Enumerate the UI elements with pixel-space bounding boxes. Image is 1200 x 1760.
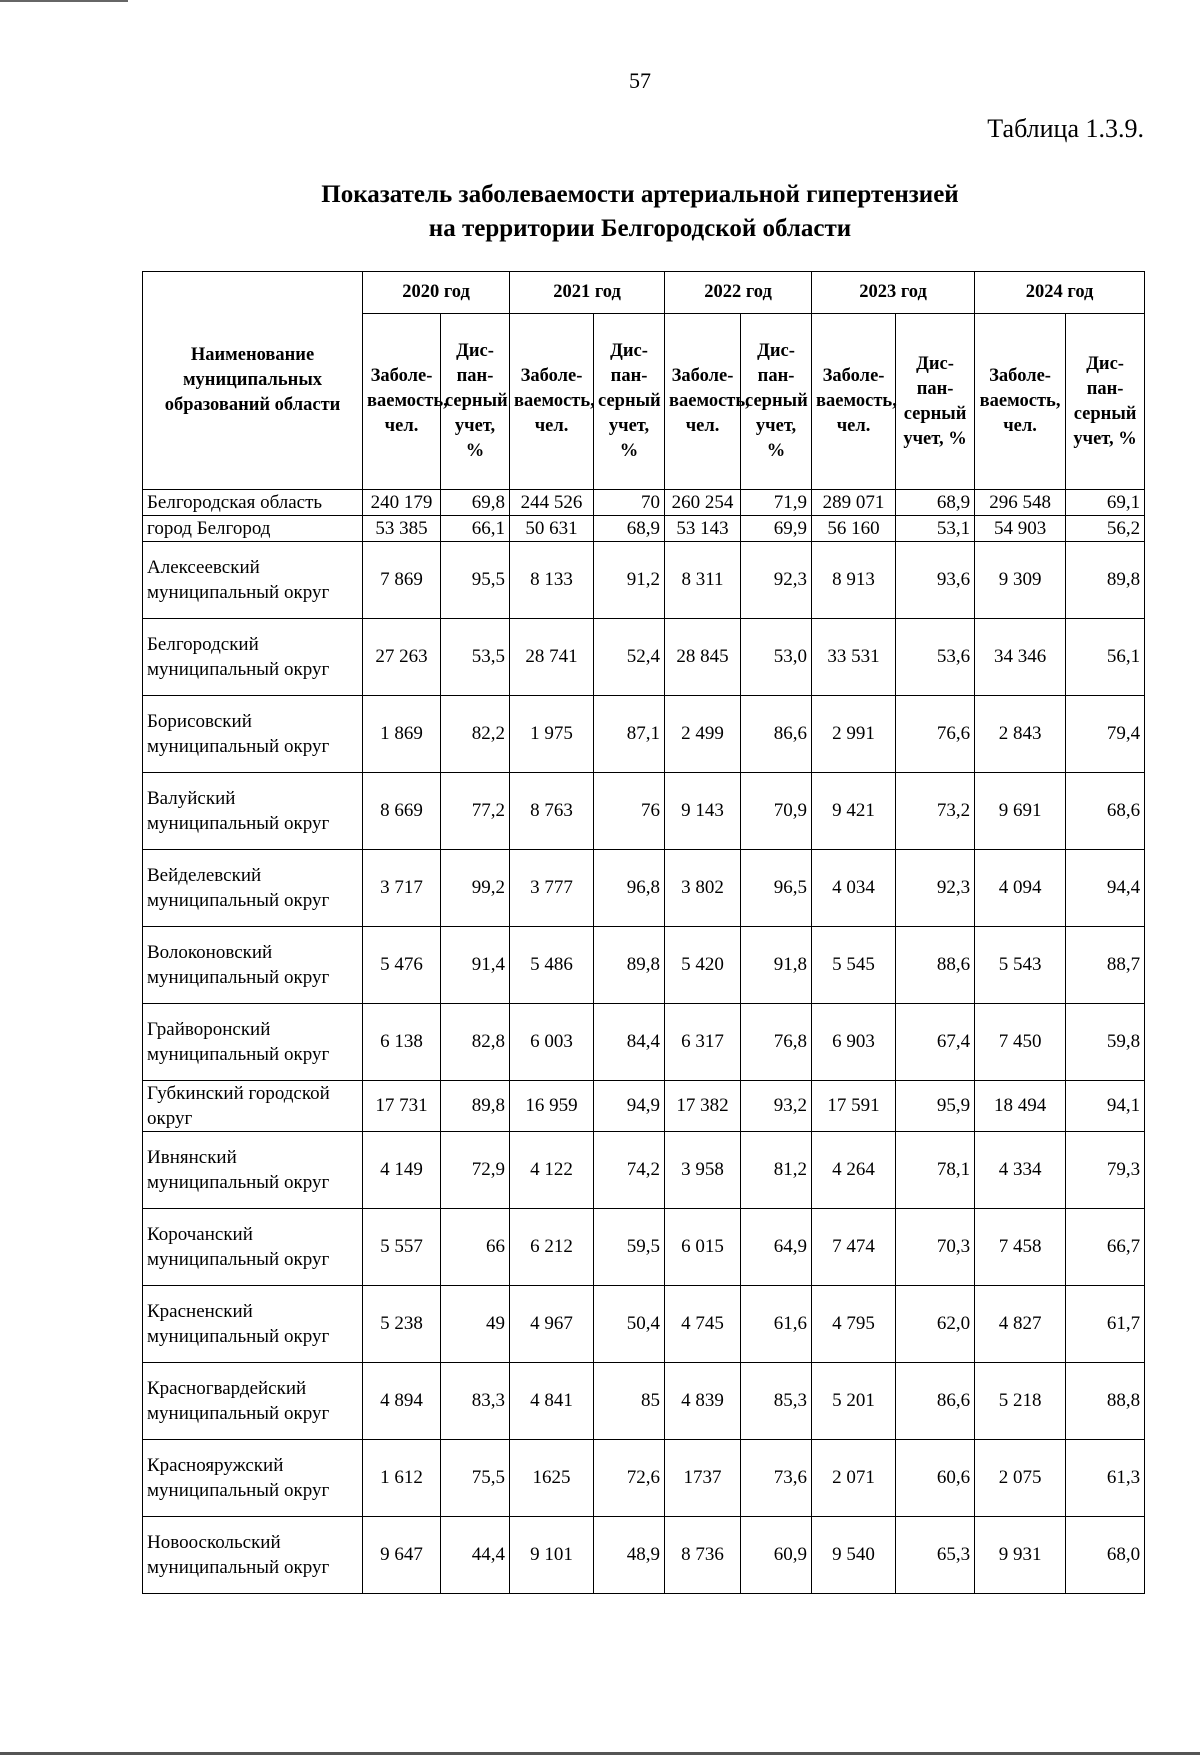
municipality-name: Борисовский муниципальный округ bbox=[143, 696, 363, 773]
table-row bbox=[143, 1363, 1145, 1440]
incidence-cell: 4 264 bbox=[812, 1132, 896, 1209]
incidence-cell: 17 382 bbox=[665, 1081, 741, 1132]
dispensary-cell: 72,9 bbox=[441, 1132, 510, 1209]
year-header: 2024 год bbox=[975, 272, 1145, 314]
year-header: 2022 год bbox=[665, 272, 812, 314]
municipality-name: Новооскольский муниципальный округ bbox=[143, 1517, 363, 1594]
dispensary-cell: 94,4 bbox=[1066, 850, 1145, 927]
incidence-cell: 2 843 bbox=[975, 696, 1066, 773]
incidence-cell: 2 071 bbox=[812, 1440, 896, 1517]
dispensary-cell: 93,2 bbox=[741, 1081, 812, 1132]
dispensary-cell: 89,8 bbox=[1066, 542, 1145, 619]
incidence-cell: 50 631 bbox=[510, 516, 594, 542]
incidence-cell: 53 385 bbox=[363, 516, 441, 542]
dispensary-cell: 84,4 bbox=[594, 1004, 665, 1081]
dispensary-cell: 89,8 bbox=[594, 927, 665, 1004]
incidence-cell: 7 869 bbox=[363, 542, 441, 619]
dispensary-cell: 67,4 bbox=[896, 1004, 975, 1081]
page-title bbox=[130, 178, 1150, 246]
municipality-name: Губкинский городской округ bbox=[143, 1081, 363, 1132]
dispensary-cell: 53,1 bbox=[896, 516, 975, 542]
page-number: 57 bbox=[629, 68, 651, 93]
dispensary-cell: 75,5 bbox=[441, 1440, 510, 1517]
incidence-cell: 3 717 bbox=[363, 850, 441, 927]
incidence-cell: 6 903 bbox=[812, 1004, 896, 1081]
dispensary-cell: 53,6 bbox=[896, 619, 975, 696]
table-row bbox=[143, 542, 1145, 619]
dispensary-cell: 96,8 bbox=[594, 850, 665, 927]
dispensary-cell: 82,8 bbox=[441, 1004, 510, 1081]
dispensary-cell: 96,5 bbox=[741, 850, 812, 927]
incidence-cell: 8 913 bbox=[812, 542, 896, 619]
municipality-name: Валуйский муниципальный округ bbox=[143, 773, 363, 850]
incidence-cell: 7 474 bbox=[812, 1209, 896, 1286]
dispensary-cell: 65,3 bbox=[896, 1517, 975, 1594]
table-row bbox=[143, 696, 1145, 773]
year-header-row bbox=[143, 272, 1145, 314]
incidence-cell: 4 827 bbox=[975, 1286, 1066, 1363]
incidence-cell: 5 545 bbox=[812, 927, 896, 1004]
dispensary-cell: 95,5 bbox=[441, 542, 510, 619]
table-row bbox=[143, 1132, 1145, 1209]
incidence-cell: 3 958 bbox=[665, 1132, 741, 1209]
incidence-cell: 53 143 bbox=[665, 516, 741, 542]
table-body bbox=[143, 490, 1145, 1594]
year-header: 2020 год bbox=[363, 272, 510, 314]
dispensary-column-header: Дис-пан-серный учет, % bbox=[441, 314, 510, 490]
title-line-2: на территории Белгородской области bbox=[428, 215, 852, 242]
dispensary-cell: 94,9 bbox=[594, 1081, 665, 1132]
table-row bbox=[143, 516, 1145, 542]
table-row bbox=[143, 773, 1145, 850]
incidence-cell: 296 548 bbox=[975, 490, 1066, 516]
dispensary-cell: 56,1 bbox=[1066, 619, 1145, 696]
table-row bbox=[143, 927, 1145, 1004]
incidence-cell: 9 309 bbox=[975, 542, 1066, 619]
incidence-cell: 9 691 bbox=[975, 773, 1066, 850]
incidence-cell: 17 591 bbox=[812, 1081, 896, 1132]
incidence-cell: 4 839 bbox=[665, 1363, 741, 1440]
dispensary-cell: 82,2 bbox=[441, 696, 510, 773]
title-line-1: Показатель заболеваемости артериальной гипертензией bbox=[321, 181, 959, 208]
incidence-cell: 5 486 bbox=[510, 927, 594, 1004]
incidence-cell: 6 003 bbox=[510, 1004, 594, 1081]
incidence-cell: 6 138 bbox=[363, 1004, 441, 1081]
table-row bbox=[143, 619, 1145, 696]
incidence-cell: 240 179 bbox=[363, 490, 441, 516]
incidence-cell: 5 238 bbox=[363, 1286, 441, 1363]
dispensary-cell: 85,3 bbox=[741, 1363, 812, 1440]
dispensary-column-header: Дис-пан-серный учет, % bbox=[594, 314, 665, 490]
dispensary-cell: 69,8 bbox=[441, 490, 510, 516]
incidence-cell: 1737 bbox=[665, 1440, 741, 1517]
incidence-cell: 56 160 bbox=[812, 516, 896, 542]
incidence-cell: 1 612 bbox=[363, 1440, 441, 1517]
dispensary-cell: 88,7 bbox=[1066, 927, 1145, 1004]
dispensary-cell: 79,3 bbox=[1066, 1132, 1145, 1209]
table-label: Таблица 1.3.9. bbox=[987, 114, 1144, 143]
incidence-column-header: Заболе-ваемость, чел. bbox=[812, 314, 896, 490]
incidence-cell: 6 015 bbox=[665, 1209, 741, 1286]
incidence-cell: 1625 bbox=[510, 1440, 594, 1517]
incidence-table bbox=[142, 271, 1145, 1594]
municipality-name: Белгородская область bbox=[143, 490, 363, 516]
table-row bbox=[143, 850, 1145, 927]
dispensary-cell: 83,3 bbox=[441, 1363, 510, 1440]
incidence-cell: 2 075 bbox=[975, 1440, 1066, 1517]
incidence-cell: 5 543 bbox=[975, 927, 1066, 1004]
table-row bbox=[143, 1517, 1145, 1594]
incidence-cell: 3 802 bbox=[665, 850, 741, 927]
incidence-cell: 5 476 bbox=[363, 927, 441, 1004]
incidence-cell: 7 450 bbox=[975, 1004, 1066, 1081]
incidence-cell: 4 795 bbox=[812, 1286, 896, 1363]
incidence-cell: 9 540 bbox=[812, 1517, 896, 1594]
dispensary-cell: 72,6 bbox=[594, 1440, 665, 1517]
incidence-cell: 54 903 bbox=[975, 516, 1066, 542]
incidence-cell: 4 334 bbox=[975, 1132, 1066, 1209]
dispensary-cell: 44,4 bbox=[441, 1517, 510, 1594]
dispensary-cell: 68,9 bbox=[594, 516, 665, 542]
dispensary-cell: 76,6 bbox=[896, 696, 975, 773]
dispensary-column-header: Дис-пан-серный учет, % bbox=[741, 314, 812, 490]
incidence-cell: 9 143 bbox=[665, 773, 741, 850]
incidence-cell: 289 071 bbox=[812, 490, 896, 516]
dispensary-cell: 77,2 bbox=[441, 773, 510, 850]
dispensary-cell: 88,6 bbox=[896, 927, 975, 1004]
incidence-column-header: Заболе-ваемость, чел. bbox=[665, 314, 741, 490]
dispensary-cell: 60,9 bbox=[741, 1517, 812, 1594]
dispensary-cell: 68,0 bbox=[1066, 1517, 1145, 1594]
dispensary-cell: 69,9 bbox=[741, 516, 812, 542]
incidence-cell: 6 212 bbox=[510, 1209, 594, 1286]
dispensary-cell: 76 bbox=[594, 773, 665, 850]
dispensary-cell: 68,9 bbox=[896, 490, 975, 516]
incidence-cell: 33 531 bbox=[812, 619, 896, 696]
dispensary-cell: 93,6 bbox=[896, 542, 975, 619]
dispensary-cell: 56,2 bbox=[1066, 516, 1145, 542]
dispensary-cell: 64,9 bbox=[741, 1209, 812, 1286]
dispensary-cell: 68,6 bbox=[1066, 773, 1145, 850]
municipality-name: Корочанский муниципальный округ bbox=[143, 1209, 363, 1286]
incidence-cell: 34 346 bbox=[975, 619, 1066, 696]
incidence-cell: 244 526 bbox=[510, 490, 594, 516]
dispensary-cell: 60,6 bbox=[896, 1440, 975, 1517]
incidence-cell: 5 218 bbox=[975, 1363, 1066, 1440]
dispensary-column-header: Дис-пан-серный учет, % bbox=[1066, 314, 1145, 490]
municipality-name: Волоконовский муниципальный округ bbox=[143, 927, 363, 1004]
incidence-cell: 5 557 bbox=[363, 1209, 441, 1286]
incidence-cell: 17 731 bbox=[363, 1081, 441, 1132]
dispensary-cell: 88,8 bbox=[1066, 1363, 1145, 1440]
incidence-cell: 18 494 bbox=[975, 1081, 1066, 1132]
dispensary-cell: 66,7 bbox=[1066, 1209, 1145, 1286]
incidence-cell: 3 777 bbox=[510, 850, 594, 927]
municipality-name: Красногвардейский муниципальный округ bbox=[143, 1363, 363, 1440]
municipality-name: Ивнянский муниципальный округ bbox=[143, 1132, 363, 1209]
dispensary-cell: 59,8 bbox=[1066, 1004, 1145, 1081]
name-column-header: Наименование муниципальных образований области bbox=[143, 272, 363, 490]
incidence-cell: 28 845 bbox=[665, 619, 741, 696]
dispensary-cell: 71,9 bbox=[741, 490, 812, 516]
dispensary-cell: 91,2 bbox=[594, 542, 665, 619]
dispensary-cell: 70 bbox=[594, 490, 665, 516]
scan-edge-bottom bbox=[0, 1752, 1200, 1755]
incidence-cell: 9 101 bbox=[510, 1517, 594, 1594]
table-row bbox=[143, 1081, 1145, 1132]
incidence-cell: 8 763 bbox=[510, 773, 594, 850]
incidence-cell: 9 931 bbox=[975, 1517, 1066, 1594]
dispensary-cell: 76,8 bbox=[741, 1004, 812, 1081]
incidence-cell: 260 254 bbox=[665, 490, 741, 516]
incidence-cell: 6 317 bbox=[665, 1004, 741, 1081]
incidence-cell: 27 263 bbox=[363, 619, 441, 696]
municipality-name: Красненский муниципальный округ bbox=[143, 1286, 363, 1363]
dispensary-cell: 70,3 bbox=[896, 1209, 975, 1286]
dispensary-cell: 78,1 bbox=[896, 1132, 975, 1209]
dispensary-cell: 74,2 bbox=[594, 1132, 665, 1209]
year-header: 2023 год bbox=[812, 272, 975, 314]
dispensary-cell: 61,3 bbox=[1066, 1440, 1145, 1517]
dispensary-cell: 61,7 bbox=[1066, 1286, 1145, 1363]
dispensary-cell: 94,1 bbox=[1066, 1081, 1145, 1132]
incidence-cell: 4 149 bbox=[363, 1132, 441, 1209]
incidence-cell: 4 034 bbox=[812, 850, 896, 927]
table-row bbox=[143, 1440, 1145, 1517]
incidence-cell: 4 094 bbox=[975, 850, 1066, 927]
dispensary-cell: 85 bbox=[594, 1363, 665, 1440]
incidence-cell: 4 841 bbox=[510, 1363, 594, 1440]
municipality-name: город Белгород bbox=[143, 516, 363, 542]
dispensary-cell: 73,6 bbox=[741, 1440, 812, 1517]
dispensary-cell: 49 bbox=[441, 1286, 510, 1363]
incidence-cell: 9 647 bbox=[363, 1517, 441, 1594]
incidence-cell: 8 669 bbox=[363, 773, 441, 850]
dispensary-cell: 95,9 bbox=[896, 1081, 975, 1132]
dispensary-cell: 81,2 bbox=[741, 1132, 812, 1209]
incidence-cell: 4 122 bbox=[510, 1132, 594, 1209]
dispensary-cell: 91,8 bbox=[741, 927, 812, 1004]
dispensary-column-header: Дис-пан-серный учет, % bbox=[896, 314, 975, 490]
incidence-cell: 1 975 bbox=[510, 696, 594, 773]
incidence-cell: 4 894 bbox=[363, 1363, 441, 1440]
dispensary-cell: 92,3 bbox=[741, 542, 812, 619]
incidence-cell: 1 869 bbox=[363, 696, 441, 773]
dispensary-cell: 48,9 bbox=[594, 1517, 665, 1594]
incidence-cell: 4 967 bbox=[510, 1286, 594, 1363]
dispensary-cell: 89,8 bbox=[441, 1081, 510, 1132]
dispensary-cell: 99,2 bbox=[441, 850, 510, 927]
table-row bbox=[143, 1286, 1145, 1363]
table-row bbox=[143, 1209, 1145, 1286]
scan-edge-top bbox=[0, 0, 128, 2]
table-row bbox=[143, 490, 1145, 516]
dispensary-cell: 53,0 bbox=[741, 619, 812, 696]
dispensary-cell: 86,6 bbox=[896, 1363, 975, 1440]
incidence-cell: 8 736 bbox=[665, 1517, 741, 1594]
incidence-cell: 9 421 bbox=[812, 773, 896, 850]
municipality-name: Грайворонский муниципальный округ bbox=[143, 1004, 363, 1081]
table-row bbox=[143, 1004, 1145, 1081]
dispensary-cell: 79,4 bbox=[1066, 696, 1145, 773]
dispensary-cell: 50,4 bbox=[594, 1286, 665, 1363]
incidence-cell: 28 741 bbox=[510, 619, 594, 696]
incidence-cell: 5 420 bbox=[665, 927, 741, 1004]
incidence-cell: 5 201 bbox=[812, 1363, 896, 1440]
dispensary-cell: 59,5 bbox=[594, 1209, 665, 1286]
dispensary-cell: 62,0 bbox=[896, 1286, 975, 1363]
municipality-name: Белгородский муниципальный округ bbox=[143, 619, 363, 696]
municipality-name: Вейделевский муниципальный округ bbox=[143, 850, 363, 927]
dispensary-cell: 53,5 bbox=[441, 619, 510, 696]
dispensary-cell: 73,2 bbox=[896, 773, 975, 850]
municipality-name: Краснояружский муниципальный округ bbox=[143, 1440, 363, 1517]
municipality-name: Алексеевский муниципальный округ bbox=[143, 542, 363, 619]
incidence-column-header: Заболе-ваемость, чел. bbox=[363, 314, 441, 490]
dispensary-cell: 86,6 bbox=[741, 696, 812, 773]
dispensary-cell: 91,4 bbox=[441, 927, 510, 1004]
incidence-cell: 4 745 bbox=[665, 1286, 741, 1363]
dispensary-cell: 70,9 bbox=[741, 773, 812, 850]
dispensary-cell: 69,1 bbox=[1066, 490, 1145, 516]
dispensary-cell: 52,4 bbox=[594, 619, 665, 696]
incidence-cell: 7 458 bbox=[975, 1209, 1066, 1286]
incidence-cell: 2 991 bbox=[812, 696, 896, 773]
dispensary-cell: 61,6 bbox=[741, 1286, 812, 1363]
dispensary-cell: 87,1 bbox=[594, 696, 665, 773]
incidence-column-header: Заболе-ваемость, чел. bbox=[975, 314, 1066, 490]
incidence-cell: 8 133 bbox=[510, 542, 594, 619]
dispensary-cell: 92,3 bbox=[896, 850, 975, 927]
dispensary-cell: 66 bbox=[441, 1209, 510, 1286]
year-header: 2021 год bbox=[510, 272, 665, 314]
incidence-cell: 16 959 bbox=[510, 1081, 594, 1132]
incidence-cell: 2 499 bbox=[665, 696, 741, 773]
dispensary-cell: 66,1 bbox=[441, 516, 510, 542]
incidence-cell: 8 311 bbox=[665, 542, 741, 619]
incidence-column-header: Заболе-ваемость, чел. bbox=[510, 314, 594, 490]
